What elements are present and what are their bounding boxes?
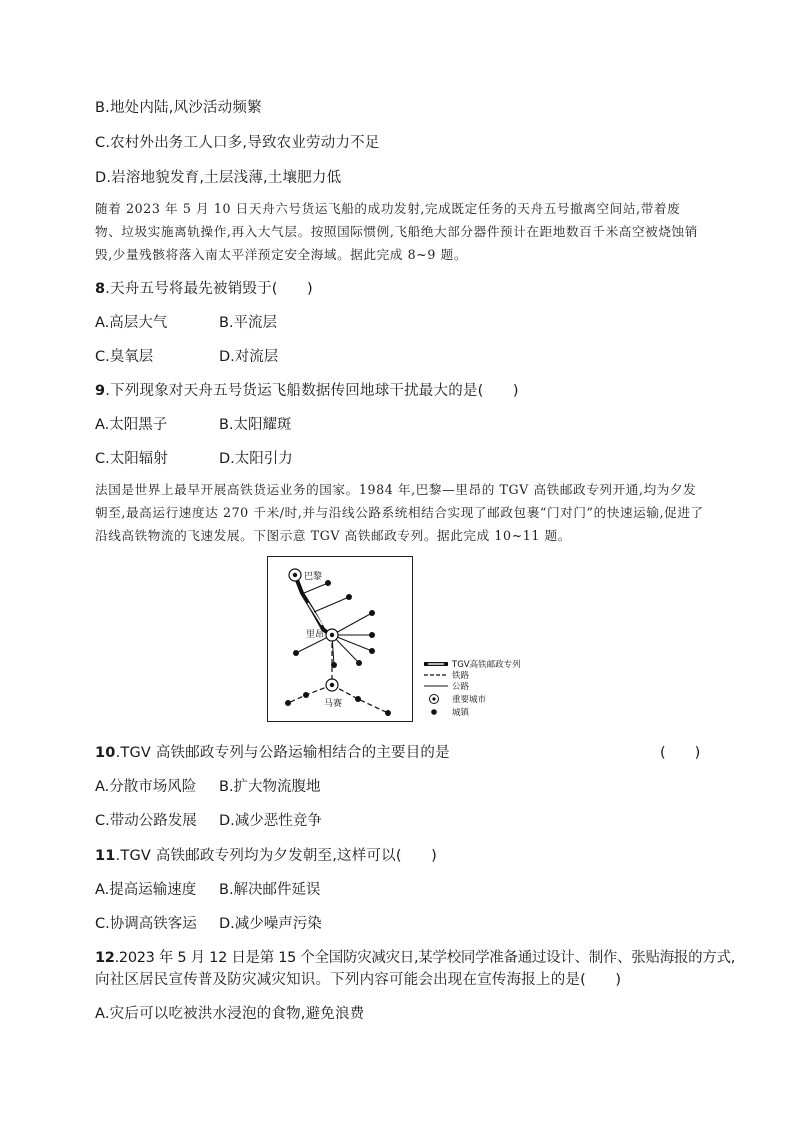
legend-road: 公路 xyxy=(452,682,470,692)
passage-tianzhou: 随着 2023 年 5 月 10 日天舟六号货运飞船的成功发射,完成既定任务的天舟五号撤离空间站,带着废物、垃圾实施离轨操作,再入大气层。按照国际惯例,飞船绝大部分器件预计在距地数百千米高空被烧蚀销毁,少量残骸将落入南太平洋预定安全海域。据此完成 8~9 题。 xyxy=(95,201,698,262)
map-legend xyxy=(422,657,582,721)
q11-option-b: B.解决邮件延误 xyxy=(219,882,321,898)
q11-number: 11 xyxy=(95,848,116,864)
tgv-route-map xyxy=(267,556,413,722)
q8-text: .天舟五号将最先被销毁于( ) xyxy=(105,281,313,297)
q10-option-a: A.分散市场风险 xyxy=(95,779,197,795)
road-lines xyxy=(296,583,372,665)
q10-option-d: D.减少恶性竞争 xyxy=(219,813,322,829)
q8-option-d: D.对流层 xyxy=(219,349,279,365)
passage-tgv: 法国是世界上最早开展高铁货运业务的国家。1984 年,巴黎—里昂的 TGV 高铁邮政专列开通,均为夕发朝至,最高运行速度达 270 千米/时,并与沿线公路系统相结合实现了邮政包裹“门对门”的快速运输,促进了沿线高铁物流的飞速发展。下图示意 TGV 高铁邮政专列。据此完成 10~11 题。 xyxy=(95,482,704,543)
q12-text-1: .2023 年 5 月 12 日是第 15 个全国防灾减灾日,某学校同学准备通过设计、制作、张贴海报的方式, xyxy=(114,950,736,966)
tgv-route-map-svg xyxy=(268,557,412,721)
q7-option-c: C.农村外出务工人口多,导致农业劳动力不足 xyxy=(95,135,380,151)
q11-stem xyxy=(95,844,437,865)
q8-number: 8 xyxy=(95,281,106,297)
q10-option-c: C.带动公路发展 xyxy=(95,813,197,829)
q9-stem xyxy=(95,379,519,400)
q10-stem xyxy=(95,741,450,762)
town-dots xyxy=(285,580,391,716)
q12-number: 12 xyxy=(95,950,115,966)
q8-option-a: A.高层大气 xyxy=(95,315,168,331)
q9-option-b: B.太阳耀斑 xyxy=(219,417,292,433)
q9-number: 9 xyxy=(95,383,106,399)
legend-town: 城镇 xyxy=(452,708,470,718)
q11-text: .TGV 高铁邮政专列均为夕发朝至,这样可以( ) xyxy=(115,848,437,864)
city-label-marseille: 马赛 xyxy=(324,699,343,709)
q7-option-d: D.岩溶地貌发育,土层浅薄,土壤肥力低 xyxy=(95,170,342,186)
q8-stem xyxy=(95,277,313,298)
q7-option-b: B.地处内陆,风沙活动频繁 xyxy=(95,100,262,116)
q10-text: .TGV 高铁邮政专列与公路运输相结合的主要目的是 xyxy=(115,745,450,761)
city-label-lyon: 里昂 xyxy=(306,630,325,640)
q11-option-c: C.协调高铁客运 xyxy=(95,916,197,932)
q12-stem-line2: 向社区居民宣传普及防灾减灾知识。下列内容可能会出现在宣传海报上的是( ) xyxy=(95,972,622,988)
q10-number: 10 xyxy=(95,745,116,761)
q9-option-a: A.太阳黑子 xyxy=(95,417,168,433)
q9-option-c: C.太阳辐射 xyxy=(95,451,168,467)
q9-option-d: D.太阳引力 xyxy=(219,451,293,467)
q8-option-b: B.平流层 xyxy=(219,315,278,331)
q12-option-a: A.灾后可以吃被洪水浸泡的食物,避免浪费 xyxy=(95,1006,365,1022)
q12-stem-line1 xyxy=(95,946,735,967)
q11-option-a: A.提高运输速度 xyxy=(95,882,197,898)
q10-answer-paren: ( ) xyxy=(660,745,701,761)
q9-text: .下列现象对天舟五号货运飞船数据传回地球干扰最大的是( ) xyxy=(105,383,519,399)
q11-option-d: D.减少噪声污染 xyxy=(219,916,322,932)
legend-tgv: TGV高铁邮政专列 xyxy=(452,660,521,670)
q8-option-c: C.臭氧层 xyxy=(95,349,154,365)
city-label-paris: 巴黎 xyxy=(304,572,323,582)
legend-railway: 铁路 xyxy=(452,671,470,681)
legend-major-city: 重要城市 xyxy=(452,695,487,705)
q10-option-b: B.扩大物流腹地 xyxy=(219,779,321,795)
